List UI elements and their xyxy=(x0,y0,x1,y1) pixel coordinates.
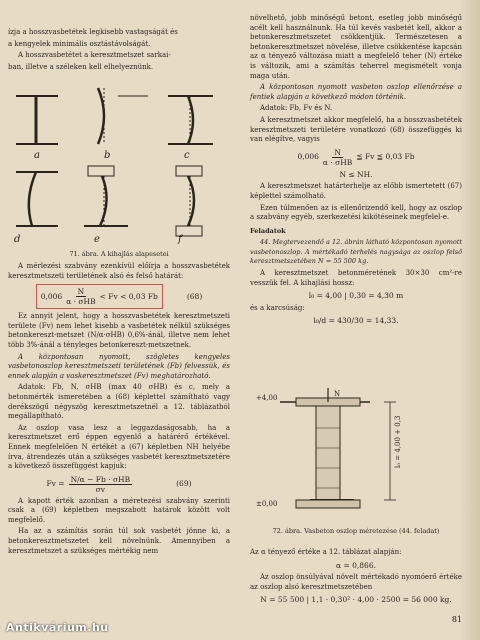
column-diagram xyxy=(250,388,462,523)
left-top-line: ban, illetve a széleken kell elhelyeznünk. xyxy=(8,62,154,71)
fig-label-b: b xyxy=(104,150,111,161)
formula-right-1 xyxy=(250,148,462,167)
formula-part: ≦ Fv ≦ 0,03 Fb xyxy=(356,152,415,162)
formula-part: < Fv < 0,03 Fb xyxy=(99,291,158,301)
paragraph: Adatok: Fb, N, σHB (max 40 σHB) és c, mely a betonmérték ismeretében a (68) képlettel számítható vagy derékszögű négyszög keresztmetszetnél a 12. táblázatból megállapítható. xyxy=(8,383,230,421)
fig-label-e: e xyxy=(94,234,100,245)
formula-part: 0,006 xyxy=(297,152,319,162)
paragraph: Ezen túlmenően az is ellenőrizendő kell, hogy az oszlop a szabvány egyéb, szerkezetési kikötéseinek megfelel-e. xyxy=(250,203,462,222)
figure-72-caption: 72. ábra. Vasbeton oszlop méretezése (44. feladat) xyxy=(272,527,440,535)
buckling-cases-diagram xyxy=(8,76,230,246)
fig-label-a: a xyxy=(34,150,40,161)
paragraph: A központosan nyomott, szögletes kengyeles vasbetonoszlop keresztmetszeti területének (Fb) felvessük, és ennek alapján a vaskeresztmetszet (Fv) meghatározható. xyxy=(8,352,230,380)
top-level-label: +4,00 xyxy=(256,394,278,402)
example-text: 44. Megtervezendő a 12. ábrán látható központosan nyomott vasbetonoszlop. A mértékadó terhelés nagysága az oszlop felső keresztmetszetében N = 55 500 kg. xyxy=(250,238,462,266)
left-column xyxy=(8,28,230,74)
equation-number: (68) xyxy=(186,291,203,301)
paragraph: Az oszlop vasa lesz a leggazdaságosabb, ha a keresztmetszet erő éppen egyenlő a határérő értékével. Ennek megfelelően N értékét a (67) képletben NH helyébe írva, átrendezés után a szükséges vasbetét keresztmetszetére a következő összefüggést kapjuk: xyxy=(8,423,230,471)
formula-n: N = 55 500 | 1,1 · 0,30² · 4,00 · 2500 = 56 000 kg. xyxy=(260,595,452,605)
paragraph: A központosan nyomott vasbeton oszlop ellenőrzése a fentiek alapján a következő módon történik. xyxy=(250,83,462,101)
figure-72 xyxy=(250,388,462,538)
paragraph: növelhető, jobb minőségű betont, esetleg jobb minőségű acélt kell használnunk. Ha túl kevés vasbetét kell, akkor a betonkeresztmetszetet csökkentjük. Természetesen a betonkeresztmetszet növelése, illetve csökkentése kapcsán az α tényező változása miatt a megfelelő teher (N) értéke is változik, ami a számítás teherrel megismételt vonja maga után. xyxy=(250,14,462,80)
fig-label-f: f xyxy=(178,234,182,245)
page-number: 81 xyxy=(451,615,462,624)
formula-69 xyxy=(8,475,230,494)
figure-71-caption: 71. ábra. A kihajlás alapesetei xyxy=(69,250,169,258)
boxed-formula xyxy=(36,284,163,309)
paragraph: Ez annyit jelent, hogy a hosszvasbetétek keresztmetszeti területe (Fv) nem lehet kisebb a vasbetétek nélkül szükséges betonkereszt-metszet (N/α·σHB) 0,6%-ánál, illetve nem lehet több 3%-ánál a tényleges betonkereszt-metszetnek. xyxy=(8,312,230,349)
formula-part: 0,006 xyxy=(40,291,63,301)
formula-num: N xyxy=(77,287,85,297)
paragraph: A keresztmetszet betonméretének 30×30 cm²-re vesszük fel. A kihajlási hossz: xyxy=(250,269,462,287)
formula-den: σv xyxy=(95,484,106,494)
left-top-line: a kengyelek minimális osztástávolságát. xyxy=(8,39,151,48)
formula-l0: l₀ = 4,00 | 0,30 = 4,30 m xyxy=(308,291,404,301)
formula-den: α · σHB xyxy=(322,157,353,167)
paragraph: Adatok: Fb, Fv és N. xyxy=(260,104,333,113)
formula-part: Fv = xyxy=(46,479,65,489)
bottom-level-label: ±0,00 xyxy=(256,500,278,508)
section-heading: Feladatok xyxy=(250,226,286,235)
watermark: Antikvárium.hu xyxy=(6,621,109,634)
formula-den: α · σHB xyxy=(66,297,96,307)
right-column xyxy=(250,14,462,329)
formula-ratio: l₀/d = 430/30 = 14,33. xyxy=(313,316,399,326)
load-label: N xyxy=(334,390,341,398)
paragraph: Az oszlop önsúlyával növelt mértékadó nyomóerő értéke az oszlop alsó keresztmetszetében xyxy=(250,573,462,591)
fig-label-c: c xyxy=(184,150,190,161)
fig-label-d: d xyxy=(14,234,21,245)
paragraph: és a karcsúság: xyxy=(250,303,305,312)
paragraph: Az α tényező értéke a 12. táblázat alapján: xyxy=(250,548,402,556)
length-label: l₀ = 4,00 + 0,3 xyxy=(394,415,402,468)
right-bottom xyxy=(250,548,462,608)
figure-71 xyxy=(8,76,230,256)
paragraph: A mérlezési szabvány ezenkívül előírja a hosszvasbetétek keresztmetszeti területének alsó és felső határát: xyxy=(8,262,230,280)
formula-num: N xyxy=(334,147,341,157)
formula-alpha: α = 0,866. xyxy=(336,560,376,570)
paragraph: A keresztmetszet akkor megfelelő, ha a hosszvasbetétek keresztmetszeti területére vonatkozó (68) összefüggés ki van elégítve, vagyis xyxy=(250,115,462,144)
equation-number: (69) xyxy=(176,479,192,489)
left-top-line: A hosszvasbetétet a keresztmetszet sarkai- xyxy=(18,51,171,60)
paragraph: Ha az a számítás során túl sok vasbetét jönne ki, a betonkeresztmetszetet kell növelnünk. Amennyiben a keresztmetszet a szükséges mértékig nem xyxy=(8,527,230,555)
left-top-line: ízja a hosszvasbetétek legkisebb vastagságát és xyxy=(8,28,178,36)
formula-right-2: N ≤ NH. xyxy=(339,169,373,179)
formula-68 xyxy=(8,284,230,309)
formula-num: N/α − Fb · σHB xyxy=(70,474,131,484)
paragraph: A kapott érték azonban a méretezési szabvány szerinti csak a (69) képletben megszabott határok között volt megfelelő. xyxy=(8,496,230,524)
paragraph: A keresztmetszet határterhelje az előbb ismertetett (67) képlettel számolható. xyxy=(250,182,462,200)
left-body xyxy=(8,262,230,558)
